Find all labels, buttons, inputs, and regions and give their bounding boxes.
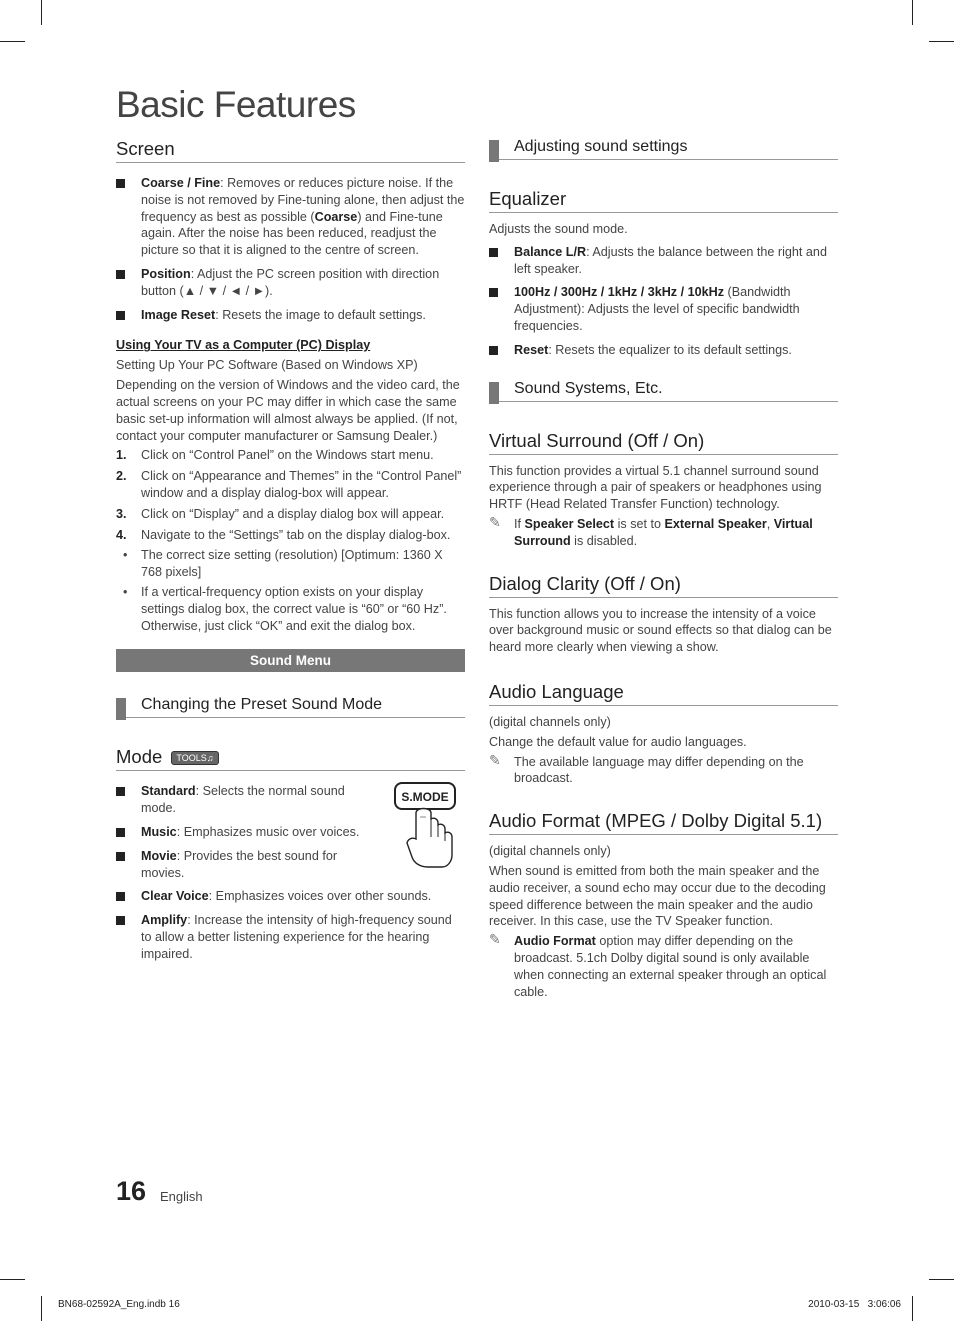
item-text: : Removes or reduces picture noise. If the noise is not removed by Fine-tuning alone, then adjust the frequency as best as possible ( bbox=[141, 176, 465, 224]
note-text: If bbox=[514, 516, 525, 531]
crop-mark bbox=[912, 0, 913, 25]
square-bullet-icon bbox=[489, 288, 498, 297]
square-bullet-icon bbox=[489, 248, 498, 257]
list-item bbox=[116, 824, 371, 841]
list-item bbox=[489, 342, 838, 359]
screen-heading: Screen bbox=[116, 138, 465, 163]
list-item bbox=[116, 888, 465, 905]
crop-mark bbox=[0, 1279, 25, 1280]
dialog-heading: Dialog Clarity (Off / On) bbox=[489, 573, 838, 598]
note-text: is disabled. bbox=[570, 533, 638, 548]
step-number: 3. bbox=[116, 506, 127, 521]
tools-label: TOOLS bbox=[176, 753, 207, 764]
pencil-note-icon: ✎ bbox=[489, 931, 501, 948]
item-text: : Emphasizes voices over other sounds. bbox=[208, 889, 432, 904]
note-bold: External Speaker bbox=[664, 516, 767, 531]
left-column bbox=[116, 138, 465, 970]
section-bar-icon bbox=[116, 698, 126, 720]
sound-systems-heading bbox=[489, 380, 838, 402]
dot-text: If a vertical-frequency option exists on your display settings dialog box, the correct value is “60” or “60 Hz”. Otherwise, just click “OK” and exit the dialog box. bbox=[141, 584, 447, 633]
item-text: : Increase the intensity of high-frequency sound to allow a better listening experience for the hearing impaired. bbox=[141, 913, 452, 961]
step-item bbox=[116, 506, 465, 523]
smode-label: S.MODE bbox=[401, 790, 449, 805]
step-number: 2. bbox=[116, 469, 127, 484]
note-text: is set to bbox=[614, 516, 665, 531]
square-bullet-icon bbox=[116, 828, 125, 837]
note-text: , bbox=[766, 516, 774, 531]
dot-text: The correct size setting (resolution) [Optimum: 1360 X 768 pixels] bbox=[141, 548, 443, 580]
item-label: Music bbox=[141, 824, 177, 839]
square-bullet-icon bbox=[116, 311, 125, 320]
list-item bbox=[116, 175, 465, 259]
dot-bullet-icon: • bbox=[123, 584, 128, 599]
item-label: Amplify bbox=[141, 913, 188, 928]
pc-setting-up: Setting Up Your PC Software (Based on Windows XP) bbox=[116, 358, 418, 373]
crop-mark bbox=[929, 41, 954, 42]
mode-heading bbox=[116, 746, 465, 771]
step-item bbox=[116, 468, 465, 502]
page-title: Basic Features bbox=[116, 84, 356, 125]
sound-menu-bar: Sound Menu bbox=[116, 649, 465, 672]
audio-format-heading: Audio Format (MPEG / Dolby Digital 5.1) bbox=[489, 810, 838, 835]
note-item bbox=[489, 933, 838, 1000]
pencil-note-icon: ✎ bbox=[489, 751, 501, 768]
dot-item bbox=[116, 584, 465, 634]
note-item bbox=[489, 751, 838, 788]
square-bullet-icon bbox=[116, 892, 125, 901]
pc-intro: Depending on the version of Windows and the video card, the actual screens on your PC may differ in which case the same basic set-up information will almost always be applied. (If not, contact your computer manufacturer or Samsung Dealer.) bbox=[116, 378, 460, 443]
crop-mark bbox=[929, 1279, 954, 1280]
list-item bbox=[116, 848, 351, 882]
step-item bbox=[116, 447, 465, 464]
item-text: : Provides the best sound for movies. bbox=[141, 848, 338, 880]
item-label: Coarse bbox=[314, 209, 358, 224]
item-text: : Selects the normal sound mode. bbox=[141, 784, 345, 816]
item-label: Movie bbox=[141, 848, 177, 863]
crop-mark bbox=[0, 41, 25, 42]
item-label: Coarse / Fine bbox=[141, 176, 221, 190]
equalizer-intro: Adjusts the sound mode. bbox=[489, 222, 628, 236]
square-bullet-icon bbox=[116, 916, 125, 925]
list-item bbox=[116, 783, 351, 817]
note-bold: Audio Format bbox=[514, 934, 596, 949]
mode-heading-text: Mode bbox=[116, 746, 163, 768]
item-text: : Resets the image to default settings. bbox=[215, 307, 426, 322]
audio-format-text: When sound is emitted from both the main speaker and the audio receiver, a sound echo may occur due to the decoding speed difference between the main speaker and the audio receiver. In this case, use the TV Speaker function. bbox=[489, 863, 826, 929]
adjusting-heading bbox=[489, 138, 838, 160]
adjusting-heading-text: Adjusting sound settings bbox=[514, 138, 688, 155]
preset-heading bbox=[116, 696, 465, 718]
footer-timestamp: 2010-03-15 3:06:06 bbox=[808, 1299, 901, 1310]
dot-item bbox=[116, 547, 465, 581]
section-bar-icon bbox=[489, 140, 499, 162]
dot-bullet-icon: • bbox=[123, 548, 128, 563]
audio-format-sub: (digital channels only) bbox=[489, 844, 611, 859]
square-bullet-icon bbox=[116, 787, 125, 796]
step-number: 4. bbox=[116, 527, 127, 542]
list-item bbox=[489, 284, 838, 334]
audio-language-sub: (digital channels only) bbox=[489, 714, 611, 729]
tools-badge: TOOLS♫ bbox=[171, 751, 218, 765]
section-bar-icon bbox=[489, 382, 499, 404]
pc-subheading: Using Your TV as a Computer (PC) Display bbox=[116, 338, 371, 353]
sound-systems-heading-text: Sound Systems, Etc. bbox=[514, 379, 663, 397]
note-text: The available language may differ depending on the broadcast. bbox=[514, 754, 804, 786]
step-text: Click on “Display” and a display dialog box will appear. bbox=[141, 506, 445, 521]
preset-heading-text: Changing the Preset Sound Mode bbox=[141, 696, 383, 714]
step-text: Navigate to the “Settings” tab on the display dialog-box. bbox=[141, 527, 451, 542]
square-bullet-icon bbox=[116, 852, 125, 861]
square-bullet-icon bbox=[489, 346, 498, 355]
page-number: 16 bbox=[116, 1176, 147, 1206]
item-text: ) and Fine-tune again. After the noise has been reduced, readjust the picture so that it is aligned to the centre of screen. bbox=[141, 209, 443, 258]
item-label: Image Reset bbox=[141, 307, 216, 322]
square-bullet-icon bbox=[116, 179, 125, 188]
virtual-text: This function provides a virtual 5.1 channel surround sound experience through a pair of speakers or headphones using HRTF (Head Related Transfer Function) technology. bbox=[489, 463, 822, 512]
note-item bbox=[489, 513, 838, 550]
page-language: English bbox=[160, 1189, 203, 1204]
audio-language-heading: Audio Language bbox=[489, 681, 838, 706]
right-column bbox=[489, 138, 838, 1003]
note-bold: Speaker Select bbox=[524, 516, 615, 531]
item-text: (Bandwidth Adjustment): Adjusts the level of specific bandwidth frequencies. bbox=[514, 285, 800, 333]
item-text: : Adjusts the balance between the right and left speaker. bbox=[514, 244, 827, 276]
dialog-text: This function allows you to increase the intensity of a voice over background music or sound effects so that dialog can be heard more clearly when viewing a show. bbox=[489, 606, 832, 655]
item-label: Standard bbox=[141, 784, 196, 799]
square-bullet-icon bbox=[116, 270, 125, 279]
crop-mark bbox=[41, 1296, 42, 1321]
list-item bbox=[489, 244, 838, 278]
step-item bbox=[116, 527, 465, 544]
footer-file: BN68-02592A_Eng.indb 16 bbox=[58, 1299, 180, 1310]
item-label: Reset bbox=[514, 342, 549, 357]
item-text: : Resets the equalizer to its default settings. bbox=[548, 342, 792, 357]
pencil-note-icon: ✎ bbox=[489, 513, 501, 530]
hand-press-icon bbox=[392, 779, 462, 869]
item-label: Balance L/R bbox=[514, 244, 587, 259]
equalizer-heading: Equalizer bbox=[489, 188, 838, 213]
list-item bbox=[116, 912, 465, 962]
item-label: Position bbox=[141, 266, 191, 281]
step-text: Click on “Appearance and Themes” in the “Control Panel” window and a display dialog-box will appear. bbox=[141, 469, 462, 500]
note-bold: Virtual Surround bbox=[514, 516, 813, 548]
virtual-heading: Virtual Surround (Off / On) bbox=[489, 430, 838, 455]
item-text: : Emphasizes music over voices. bbox=[176, 824, 360, 839]
item-label: 100Hz / 300Hz / 1kHz / 3kHz / 10kHz bbox=[514, 285, 724, 300]
step-text: Click on “Control Panel” on the Windows start menu. bbox=[141, 448, 434, 463]
step-number: 1. bbox=[116, 448, 127, 463]
crop-mark bbox=[912, 1296, 913, 1321]
note-text: option may differ depending on the broadcast. 5.1ch Dolby digital sound is only available when connecting an external speaker through an optical cable. bbox=[514, 934, 827, 999]
item-label: Clear Voice bbox=[141, 889, 209, 904]
item-text: : Adjust the PC screen position with direction button (▲ / ▼ / ◄ / ►). bbox=[141, 266, 440, 298]
list-item bbox=[116, 307, 465, 324]
crop-mark bbox=[41, 0, 42, 25]
audio-language-text: Change the default value for audio languages. bbox=[489, 734, 747, 749]
list-item bbox=[116, 266, 465, 300]
